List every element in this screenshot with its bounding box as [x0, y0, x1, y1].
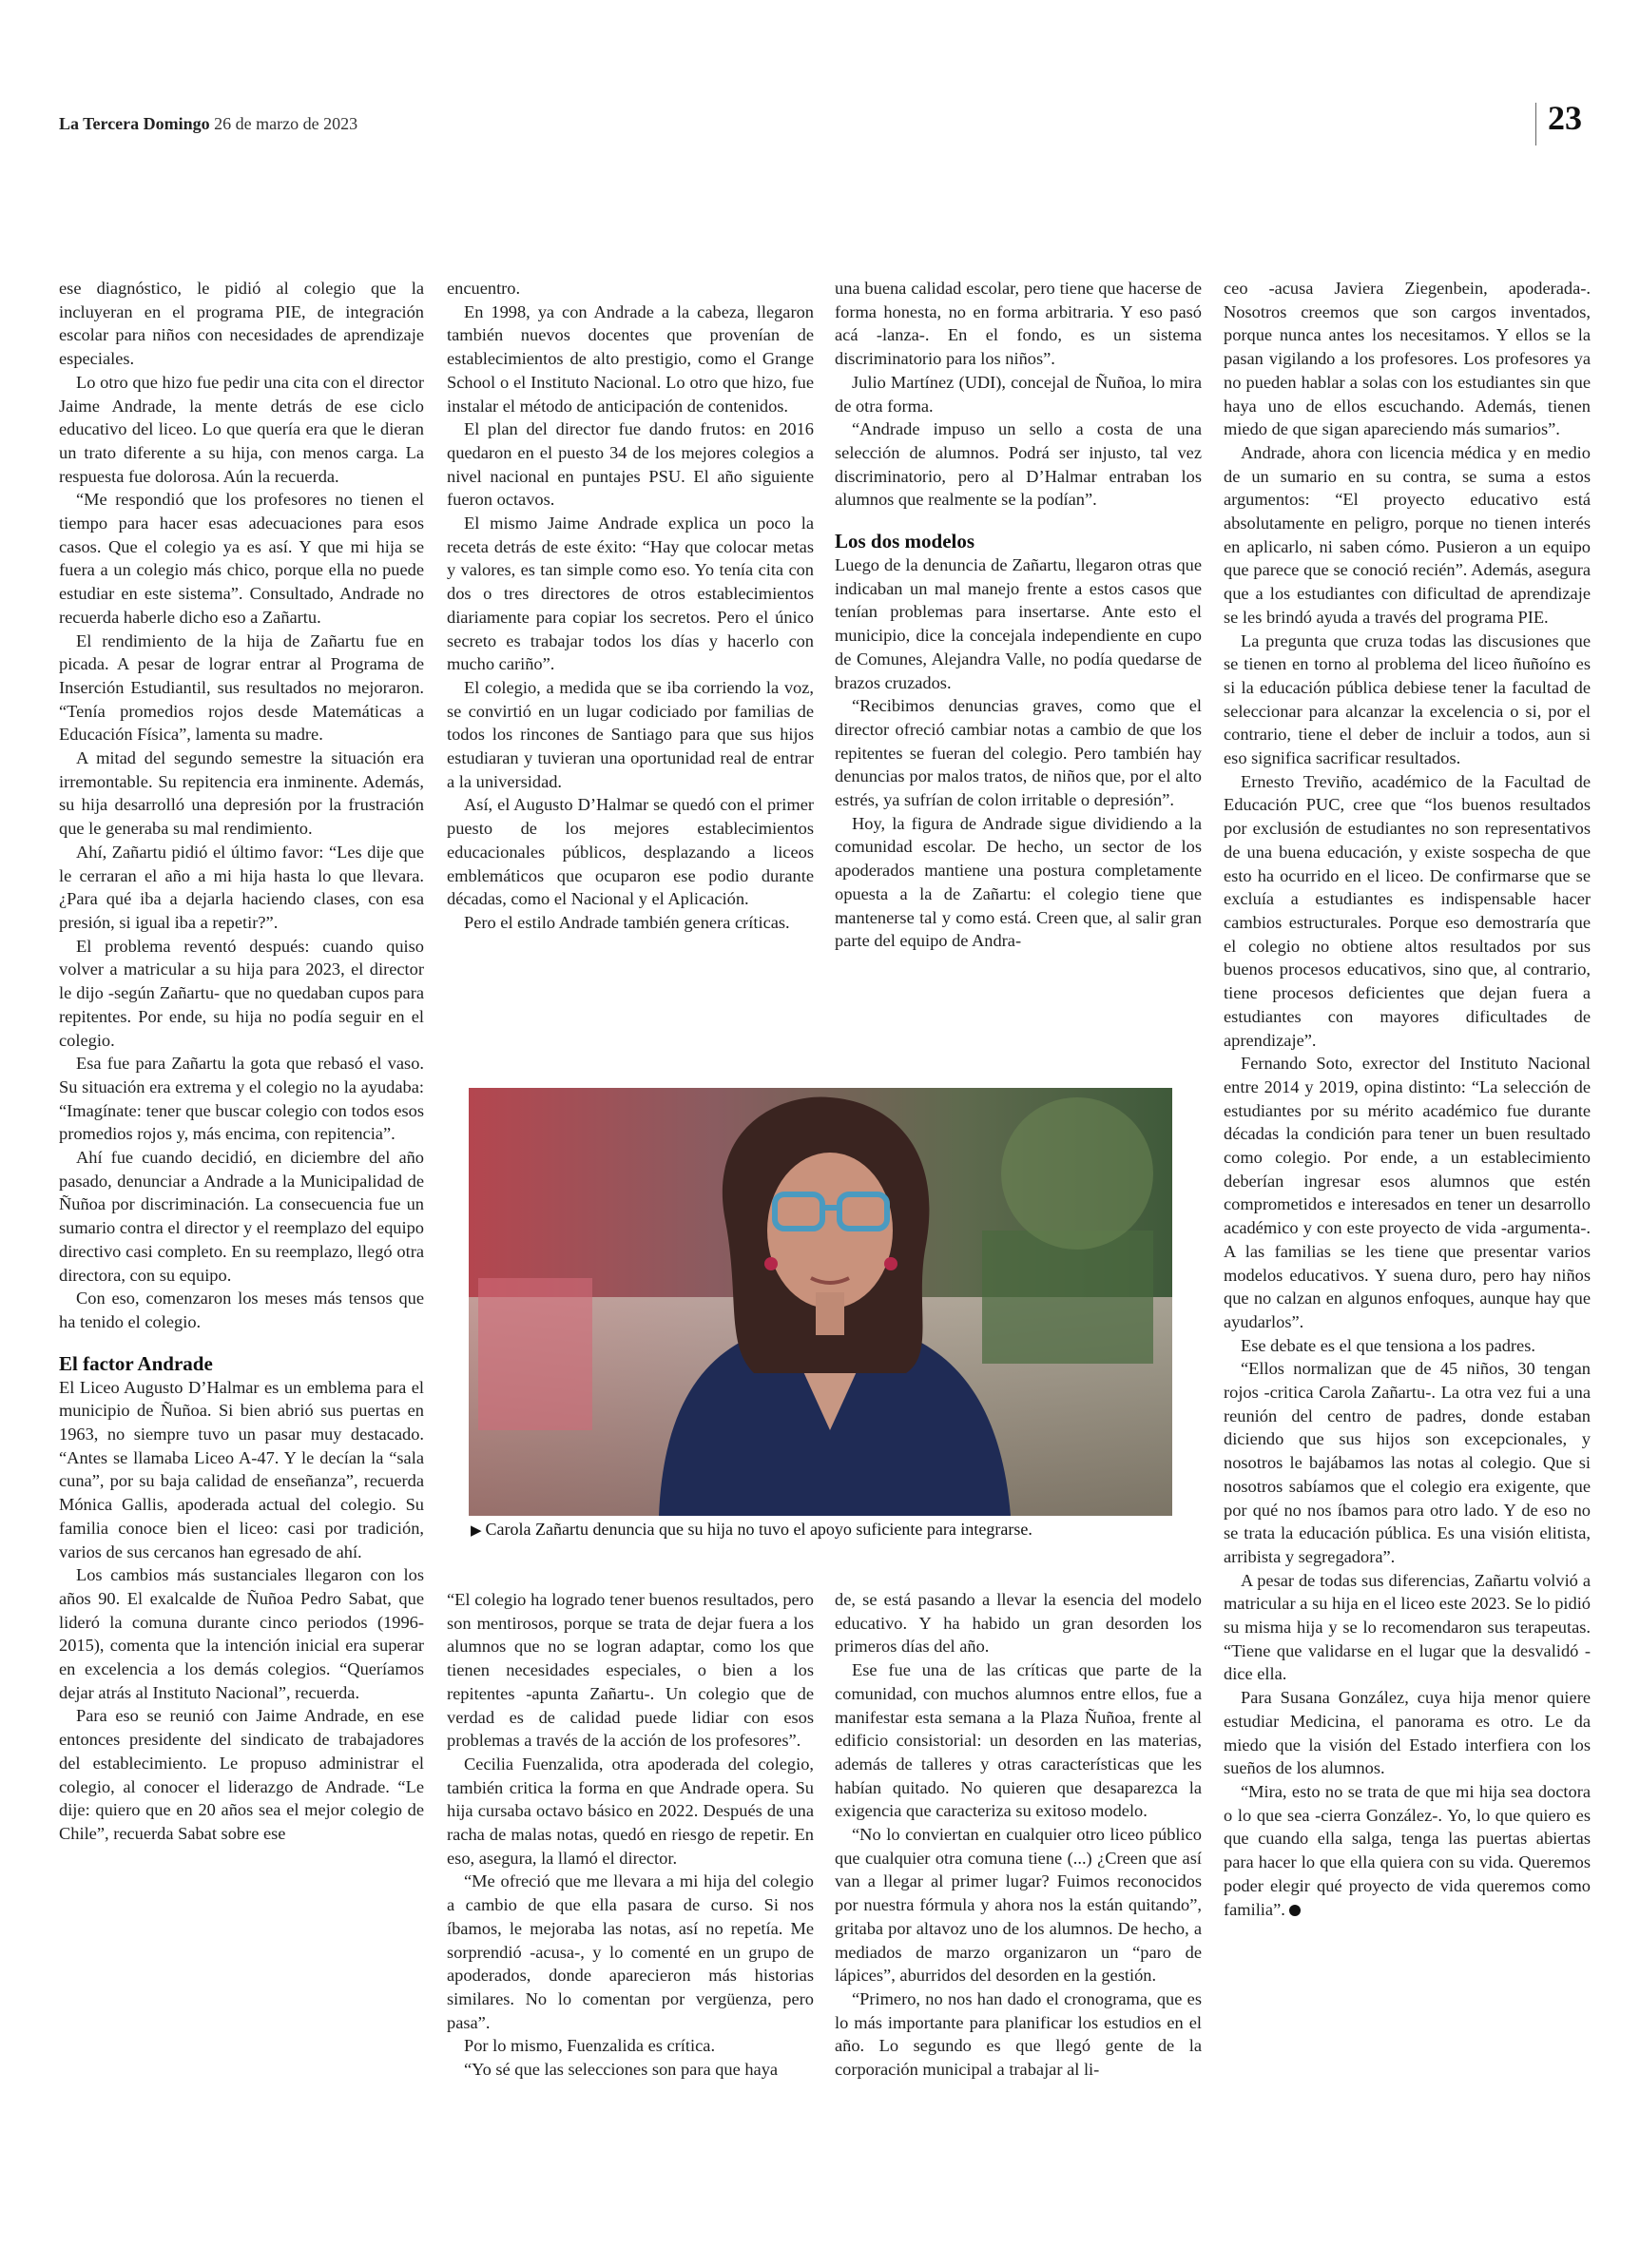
article-column-2	[447, 277, 814, 935]
article-column-2-bottom	[447, 1588, 814, 2082]
paragraph: Para Susana González, cuya hija menor quiere estudiar Medicina, el panorama es otro. Le da miedo que la visión del Estado interfiera con los sueños de los alumnos.	[1224, 1688, 1591, 1778]
paragraph: Luego de la denuncia de Zañartu, llegaron otras que indicaban un mal manejo frente a estos casos que tenían problemas para insertarse. Ante esto el municipio, dice la concejala independiente en cupo de Comunes, Alejandra Valle, no podía quedarse de brazos cruzados.	[835, 555, 1202, 692]
paragraph: “Recibimos denuncias graves, como que el director ofreció cambiar notas a cambio de que los repitentes se fueran del colegio. Pero también hay denuncias por malos tratos, de niños que, por el alto estrés, ya sufrían de colon irritable o depresión”.	[835, 696, 1202, 810]
paragraph: Para eso se reunió con Jaime Andrade, en ese entonces presidente del sindicato de trabajadores del establecimiento. Le propuso administrar el colegio, al conocer el liderazgo de Andrade. “Le dije: quiero que en 20 años sea el mejor colegio de Chile”, recuerda Sabat sobre ese	[59, 1706, 424, 1843]
photo-caption	[471, 1520, 1193, 1540]
paragraph: Los cambios más sustanciales llegaron con los años 90. El exalcalde de Ñuñoa Pedro Sabat, que lideró la comuna durante cinco periodos (1996-2015), comenta que la intención inicial era superar en excelencia a los demás colegios. “Queríamos dejar atrás al Instituto Nacional”, recuerda.	[59, 1565, 424, 1702]
paragraph: Lo otro que hizo fue pedir una cita con el director Jaime Andrade, la mente detrás de ese ciclo educativo del liceo. Lo que quería era que le dieran un trato diferente a su hija, con menos carga. La respuesta fue dolorosa. Aún la recuerda.	[59, 372, 424, 486]
portrait-photo-image	[469, 1088, 1172, 1516]
article-column-4	[1224, 277, 1591, 1921]
paragraph: Andrade, ahora con licencia médica y en medio de un sumario en su contra, se suma a estos argumentos: “El proyecto educativo está absolutamente en peligro, porque no tienen interés en aplicarlo, ni saben cómo. Pusieron a un equipo que parece que se conoció recién”. Además, asegura que a los estudiantes con dificultad de aprendizaje se les brindó ayuda a través del programa PIE.	[1224, 442, 1591, 627]
paragraph: El Liceo Augusto D’Halmar es un emblema para el municipio de Ñuñoa. Si bien abrió sus puertas en 1963, no siempre tuvo un pasar muy destacado. “Antes se llamaba Liceo A-47. Y le decían la “sala cuna”, por su baja calidad de enseñanza”, recuerda Mónica Gallis, apoderada actual del colegio. Su familia conoce bien el liceo: casi por tradición, varios de sus cercanos han egresado de ahí.	[59, 1377, 424, 1561]
paragraph: “Andrade impuso un sello a costa de una selección de alumnos. Podrá ser injusto, tal vez discriminatorio, pero al D’Halmar entraban los alumnos que realmente se la podían”.	[835, 419, 1202, 510]
masthead	[59, 114, 357, 134]
paragraph: Ese fue una de las críticas que parte de la comunidad, con muchos alumnos entre ellos, fue a manifestar esta semana a la Plaza Ñuñoa, frente al edificio consistorial: un desorden en las materias, además de talleres y otras características que les habían quitado. No quieren que desaparezca la exigencia que caracteriza su exitoso modelo.	[835, 1660, 1202, 1821]
paragraph: ceo -acusa Javiera Ziegenbein, apoderada-. Nosotros creemos que son cargos inventados, porque nunca antes los necesitamos. Y ellos se la pasan vigilando a los profesores. Los profesores ya no pueden hablar a solas con los estudiantes sin que haya uno de ellos escuchando. Además, tienen miedo de que sigan apareciendo más sumarios”.	[1224, 279, 1591, 439]
section-heading: Los dos modelos	[835, 530, 975, 553]
paragraph: A pesar de todas sus diferencias, Zañartu volvió a matricular a su hija en el liceo este 2023. Se lo pidió su misma hija y se lo recomendaron sus terapeutas. “Tiene que validarse en el lugar que la desvalidó -dice ella.	[1224, 1570, 1591, 1684]
section-heading: El factor Andrade	[59, 1351, 213, 1375]
paragraph: una buena calidad escolar, pero tiene que hacerse de forma honesta, no en forma arbitraria. Y eso pasó acá -lanza-. En el fondo, es un sistema discriminatorio para los niños”.	[835, 279, 1202, 369]
article-column-3	[835, 277, 1202, 953]
paragraph: ese diagnóstico, le pidió al colegio que la incluyeran en el programa PIE, de integración escolar para niños con necesidades de aprendizaje especiales.	[59, 279, 424, 369]
newspaper-name: La Tercera Domingo	[59, 114, 210, 133]
issue-date: 26 de marzo de 2023	[214, 114, 358, 133]
paragraph: “Me respondió que los profesores no tienen el tiempo para hacer esas adecuaciones para esos casos. Que el colegio ya es así. Y que mi hija se fuera a un colegio más chico, porque ella no puede estudiar en este sistema”. Consultado, Andrade no recuerda haberle dicho eso a Zañartu.	[59, 490, 424, 627]
end-of-article-icon	[1289, 1905, 1301, 1916]
article-column-3-bottom	[835, 1588, 1202, 2082]
portrait-photo	[469, 1088, 1172, 1516]
paragraph: El colegio, a medida que se iba corriendo la voz, se convirtió en un lugar codiciado por familias de todos los rincones de Santiago para que sus hijos estudiaran y tuvieran una oportunidad real de entrar a la universidad.	[447, 677, 814, 791]
caption-arrow-icon: ▶	[471, 1523, 482, 1539]
paragraph: “Yo sé que las selecciones son para que haya	[464, 2060, 779, 2080]
paragraph: “Ellos normalizan que de 45 niños, 30 tengan rojos -critica Carola Zañartu-. La otra vez fui a una reunión del centro de padres, donde estaban diciendo que sus hijos son excepcionales, y nosotros le bajábamos las notas al colegio. Que si nosotros sabíamos que el colegio era exigente, que por qué no nos íbamos para otro lado. Y de eso no se trata la educación pública. Es una visión elitista, arribista y segregadora”.	[1224, 1359, 1591, 1566]
paragraph: de, se está pasando a llevar la esencia del modelo educativo. Y ha habido un gran desorden los primeros días del año.	[835, 1590, 1202, 1657]
paragraph: “Me ofreció que me llevara a mi hija del colegio a cambio de que ella pasara de curso. Si nos íbamos, le mejoraba las notas, así no repetía. Me sorprendió -acusa-, y lo comenté en un grupo de apoderados, donde aparecieron más historias similares. No lo comentan por vergüenza, pero pasa”.	[447, 1871, 814, 2032]
paragraph: Ese debate es el que tensiona a los padres.	[1241, 1335, 1535, 1355]
paragraph: Ernesto Treviño, académico de la Facultad de Educación PUC, cree que “los buenos resultados por exclusión de estudiantes no son representativos de una buena educación, y existe sospecha de que esto ha ocurrido en el liceo. De confirmarse que se excluía a estudiantes es indispensable hacer cambios estructurales. Porque eso demostraría que el colegio no obtiene altos resultados por sus buenos procesos educativos, sino que, al contrario, tiene procesos deficientes que dejan fuera a estudiantes con mayores dificultades de aprendizaje”.	[1224, 771, 1591, 1050]
paragraph: “Primero, no nos han dado el cronograma, que es lo más importante para planificar los estudios en el año. Lo segundo es que llegó gente de la corporación municipal a trabajar al li-	[835, 1988, 1202, 2080]
paragraph: “No lo conviertan en cualquier otro liceo público que cualquier otra comuna tiene (...) ¿Creen que así van a llegar al primer lugar? Fuimos reconocidos por nuestra fórmula y ahora nos la están quitando”, gritaba por altavoz uno de los alumnos. De hecho, a mediados de marzo organizaron un “paro de lápices”, aburridos del desorden en la gestión.	[835, 1825, 1202, 1986]
paragraph: Fernando Soto, exrector del Instituto Nacional entre 2014 y 2019, opina distinto: “La selección de estudiantes por su mérito académico fue durante décadas la condición para tener un buen resultado como colegio. Por ende, a un establecimiento deberían ingresar esos alumnos que estén comprometidos e interesados en tener un desarrollo académico y con este proyecto de vida -argumenta-. A las familias se les tiene que presentar varios modelos educativos. Y suena duro, pero hay niños que no calzan en algunos enfoques, aunque hay que ayudarlos”.	[1224, 1054, 1591, 1331]
paragraph: Ahí fue cuando decidió, en diciembre del año pasado, denunciar a Andrade a la Municipalidad de Ñuñoa por discriminación. La consecuencia fue un sumario contra el director y el reemplazo del equipo directivo casi completo. En su reemplazo, llegó otra directora, con su equipo.	[59, 1148, 425, 1285]
paragraph: A mitad del segundo semestre la situación era irremontable. Su repitencia era inminente. Además, su hija desarrolló una depresión por la frustración que le generaba su mal rendimiento.	[59, 748, 424, 839]
paragraph: Pero el estilo Andrade también genera críticas.	[464, 912, 790, 932]
page-number: 23	[1548, 99, 1582, 137]
caption-text: Carola Zañartu denuncia que su hija no tuvo el apoyo suficiente para integrarse.	[485, 1520, 1032, 1539]
article-column-1	[59, 277, 424, 1846]
paragraph: Así, el Augusto D’Halmar se quedó con el primer puesto de los mejores establecimientos educacionales públicos, desplazando a liceos emblemáticos que ocuparon ese podio durante décadas, como el Nacional y el Aplicación.	[447, 795, 814, 909]
paragraph: Esa fue para Zañartu la gota que rebasó el vaso. Su situación era extrema y el colegio no la ayudaba: “Imagínate: tener que buscar colegio con todos esos promedios rojos y, más encima, con repitencia”.	[59, 1054, 424, 1144]
paragraph	[1224, 1780, 1591, 1921]
paragraph: Por lo mismo, Fuenzalida es crítica.	[464, 2036, 716, 2056]
paragraph: El problema reventó después: cuando quiso volver a matricular a su hija para 2023, el director le dijo -según Zañartu- que no quedaban cupos para repitentes. Por ende, su hija no podía seguir en el colegio.	[59, 936, 424, 1050]
paragraph: La pregunta que cruza todas las discusiones que se tienen en torno al problema del liceo ñuñoíno es si la educación pública debiese tener la facultad de seleccionar para alcanzar la excelencia o si, por el contrario, tiene el deber de incluir a todos, aun si eso significa sacrificar resultados.	[1224, 630, 1591, 768]
paragraph: Cecilia Fuenzalida, otra apoderada del colegio, también critica la forma en que Andrade opera. Su hija cursaba octavo básico en 2022. Después de una racha de malas notas, quedó en riesgo de repetir. En eso, asegura, la llamó el director.	[447, 1754, 814, 1868]
paragraph: Hoy, la figura de Andrade sigue dividiendo a la comunidad escolar. De hecho, un sector de los apoderados mantiene una postura completamente opuesta a la de Zañartu: el colegio tiene que mantenerse tal y como está. Creen que, al salir gran parte del equipo de Andra-	[835, 813, 1202, 951]
paragraph-text: “Mira, esto no se trata de que mi hija sea doctora o lo que sea -cierra González-. Yo, lo que quiero es que cuando ella salga, tenga las puertas abiertas para hacer lo que ella quiera con su vida. Queremos poder elegir qué proyecto de vida queremos como familia”.	[1224, 1782, 1591, 1919]
paragraph: “El colegio ha logrado tener buenos resultados, pero son mentirosos, porque se trata de dejar fuera a los alumnos que no se logran adaptar, como los que tienen necesidades especiales, o bien a los repitentes -apunta Zañartu-. Un colegio que de verdad es de calidad puede lidiar con esos problemas a través de la acción de los profesores”.	[447, 1590, 814, 1751]
paragraph: En 1998, ya con Andrade a la cabeza, llegaron también nuevos docentes que provenían de establecimientos de alto prestigio, como el Grange School o el Instituto Nacional. Lo otro que hizo, fue instalar el método de anticipación de contenidos.	[447, 301, 814, 416]
paragraph: Julio Martínez (UDI), concejal de Ñuñoa, lo mira de otra forma.	[835, 372, 1202, 416]
paragraph: El mismo Jaime Andrade explica un poco la receta detrás de este éxito: “Hay que colocar metas y valores, es tan simple como eso. Yo tenía cita con dos o tres directores de otros establecimientos diariamente para copiar los secretos. Pero el único secreto es trabajar todos los días y hacerlo con mucho cariño”.	[447, 514, 814, 674]
page-number-divider	[1535, 103, 1536, 145]
paragraph: El plan del director fue dando frutos: en 2016 quedaron en el puesto 34 de los mejores colegios a nivel nacional en puntajes PSU. El año siguiente fueron octavos.	[447, 419, 814, 510]
paragraph: encuentro.	[447, 279, 521, 298]
paragraph: Con eso, comenzaron los meses más tensos que ha tenido el colegio.	[59, 1289, 424, 1331]
paragraph: Ahí, Zañartu pidió el último favor: “Les dije que le cerraran el año a mi hija hasta lo que llevara. ¿Para qué iba a dejarla haciendo clases, con esa presión, si igual iba a repetir?”.	[59, 842, 424, 932]
paragraph: El rendimiento de la hija de Zañartu fue en picada. A pesar de lograr entrar al Programa de Inserción Estudiantil, sus resultados no mejoraron. “Tenía promedios rojos desde Matemáticas a Educación Física”, lamenta su madre.	[59, 630, 424, 745]
